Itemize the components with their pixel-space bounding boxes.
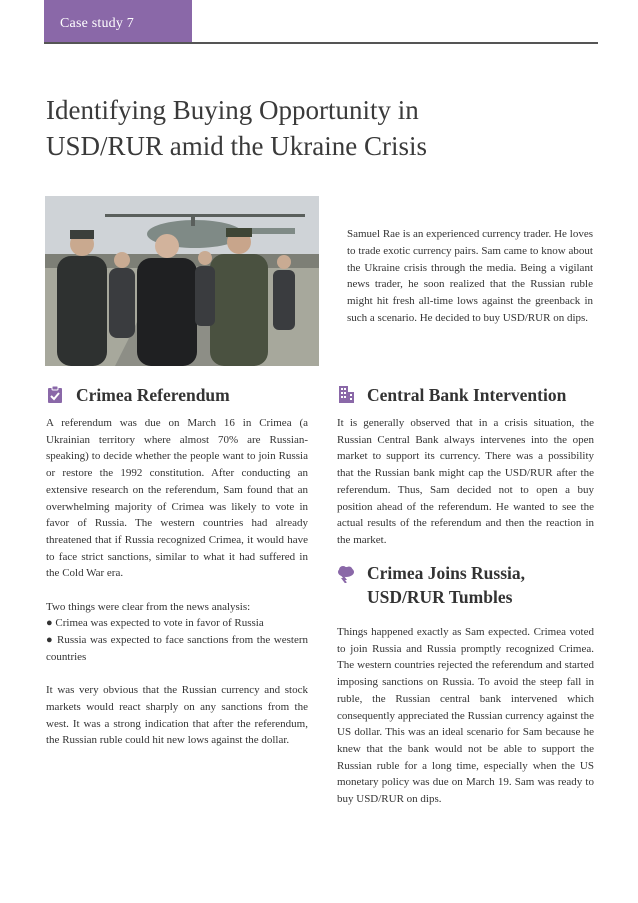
- news-analysis-intro: Two things were clear from the news analysis:: [46, 600, 251, 613]
- central-bank-para-1: It is generally observed that in a crisis situation, the Russian Central Bank always intervenes into the open market to support its currency. There was a possibility that the Russian bank might cap the USD/RUR after the referendum. Thus, Sam decided not to open a buy position ahead of the referendum. He wanted to see the actual results of the referendum and then the reaction in the market.: [337, 417, 594, 546]
- crimea-referendum-header: [46, 383, 230, 407]
- crimea-joins-heading-line-2: USD/RUR Tumbles: [367, 587, 513, 607]
- page-title-line-2: USD/RUR amid the Ukraine Crisis: [46, 131, 427, 161]
- crimea-referendum-para-3: It was very obvious that the Russian currency and stock markets would react sharply on any sanctions from the west. It was a strong indication that after the referendum, the Russian ruble could hit new lows against the dollar.: [46, 684, 308, 747]
- crimea-joins-heading-line-1: Crimea Joins Russia,: [367, 563, 525, 583]
- news-photo: [45, 196, 319, 366]
- crimea-joins-body: [337, 624, 594, 808]
- crimea-joins-para-1: Things happened exactly as Sam expected. Crimea voted to join Russia and Russia promptly recognized Crimea. The western countries rejected the referendum and started imposing sanctions on Russia. To avoid the steep fall in ruble, the Russian central bank intervened which consequently appreciated the Russian currency against the US dollar. This was an ideal scenario for Sam because he knew that the bank would not be able to support the Russian ruble for a long time, especially when the US monetary policy was due on March 19. Sam was ready to buy USD/RUR on dips.: [337, 626, 594, 806]
- officials-walking-illustration: [45, 196, 319, 366]
- central-bank-header: [337, 383, 566, 407]
- case-study-label: Case study 7: [60, 16, 134, 31]
- bullet-item-2-text: Russia was expected to face sanctions from the western countries: [46, 634, 308, 663]
- bullet-item-1-text: Crimea was expected to vote in favor of Russia: [55, 617, 264, 630]
- clipboard-check-icon: [46, 384, 64, 404]
- crimea-referendum-heading: Crimea Referendum: [76, 385, 230, 405]
- page-title: [46, 92, 586, 164]
- bullet-item-2: ● Russia was expected to face sanctions from the western countries: [46, 634, 308, 663]
- crimea-referendum-para-1: A referendum was due on March 16 in Crimea (a Ukrainian territory where almost 70% are Russian-speaking) to decide whether the people want to join Russia or restore the 1992 constitution. After conducting an extensive research on the referendum, Sam found that an overwhelming majority of Crimea was likely to vote in favor of Russia. The western countries had already threatened that if Russia recognized Crimea, it would have to face strict sanctions, similar to what it had suffered in the Cold War era.: [46, 417, 308, 580]
- crimea-referendum-body: [46, 415, 308, 749]
- crimea-joins-header: [337, 561, 525, 609]
- page-title-line-1: Identifying Buying Opportunity in: [46, 95, 419, 125]
- crimea-joins-heading: [367, 561, 525, 609]
- intro-paragraph: Samuel Rae is an experienced currency trader. He loves to trade exotic currency pairs. Sam came to know about the Ukraine crisis through the media. Being a vigilant news trader, he soon realized that the Russian ruble might hit fresh all-time lows against the greenback in such a scenario. He decided to buy USD/RUR on dips.: [347, 228, 593, 324]
- central-bank-body: [337, 415, 594, 549]
- header-rule: [44, 42, 598, 44]
- bank-building-icon: [337, 384, 355, 404]
- bullet-item-1: ● Crimea was expected to vote in favor of Russia: [46, 617, 264, 630]
- central-bank-heading: Central Bank Intervention: [367, 385, 567, 405]
- case-study-tab: [44, 0, 192, 44]
- downtrend-cloud-icon: [337, 564, 355, 584]
